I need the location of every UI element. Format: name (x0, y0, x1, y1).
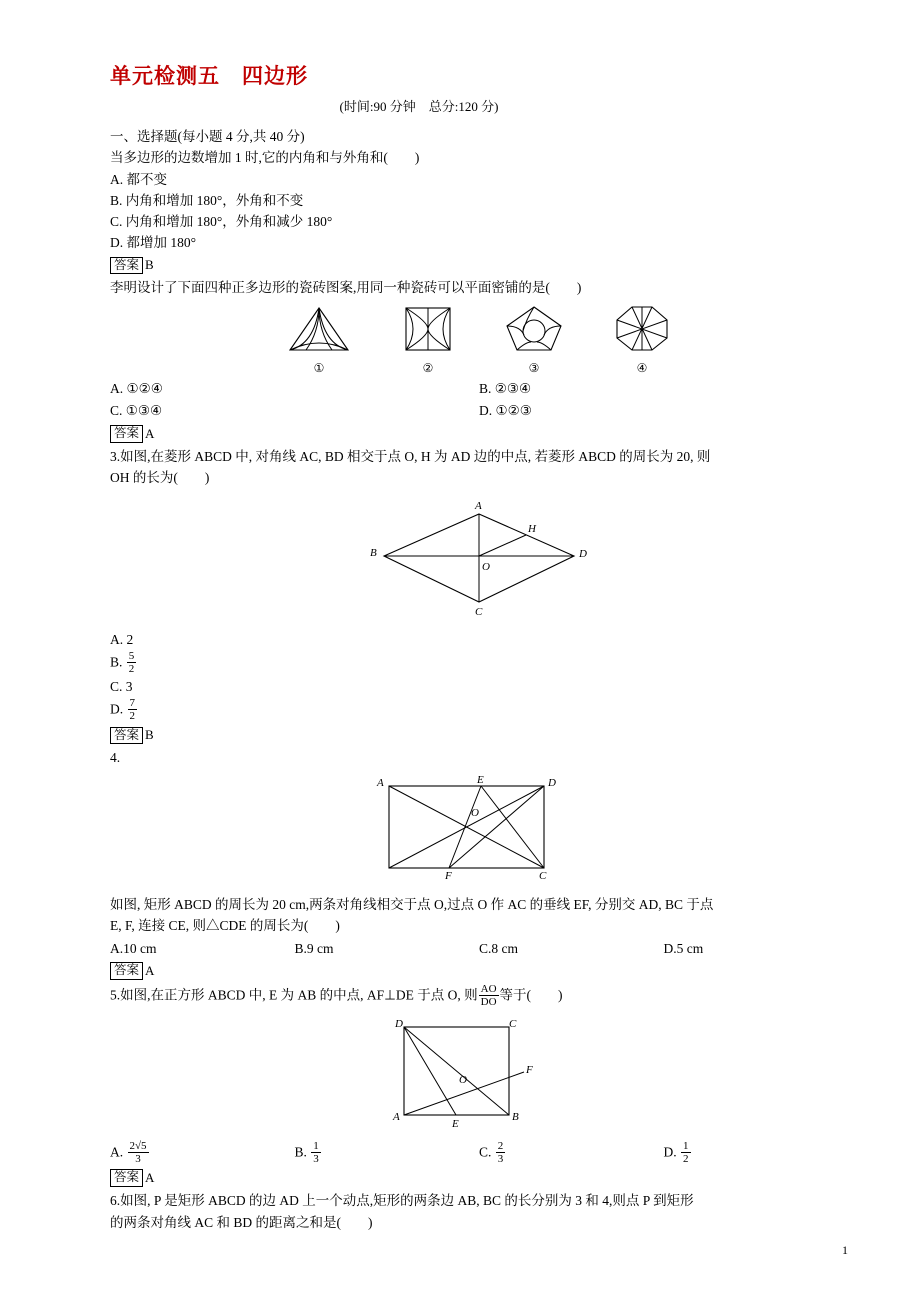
svg-text:F: F (526, 1064, 533, 1077)
tile-2 (400, 304, 456, 376)
question-3-number: 3. (110, 448, 121, 464)
svg-text:D: D (395, 1018, 403, 1031)
question-2-answer (110, 425, 848, 443)
question-4-figure (110, 774, 848, 889)
svg-text:H: H (528, 522, 536, 535)
section-heading: 一、选择题(每小题 4 分,共 40 分) (110, 129, 305, 144)
tile-1 (286, 304, 352, 376)
fraction (128, 1140, 149, 1165)
answer-label: 答案 (110, 1169, 143, 1187)
question-3-option-d (110, 698, 848, 723)
answer-value: B (145, 727, 154, 743)
question-3-text-line-2: OH 的长为( ) (110, 470, 210, 486)
fraction-denominator: 3 (313, 1153, 319, 1166)
question-6-number: 6. (110, 1193, 121, 1209)
question-4-option-c: C.8 cm (479, 940, 518, 956)
fraction-denominator: DO (480, 996, 497, 1009)
tile-3-label: ③ (528, 360, 540, 375)
question-2-option-c: C. ①③④ (110, 403, 163, 419)
question-1-option-c: C. 内角和增加 180°，外角和减少 180° (110, 214, 333, 230)
svg-text:E: E (452, 1118, 459, 1131)
question-2-option-a: A. ①②④ (110, 380, 163, 396)
question-4-option-a: A.10 cm (110, 940, 157, 956)
svg-text:O: O (459, 1074, 467, 1087)
question-1-text: 当多边形的边数增加 1 时,它的内角和与外角和( ) (110, 150, 420, 165)
question-5-figure (110, 1015, 848, 1135)
question-4-text-line-1: 如图, 矩形 ABCD 的周长为 20 cm,两条对角线相交于点 O,过点 O 作 AC 的垂线 EF, 分别交 AD, BC 于点 (110, 896, 714, 912)
question-4-option-d: D.5 cm (663, 940, 704, 956)
fraction-denominator: 3 (135, 1153, 141, 1166)
fraction-numerator: 5 (128, 649, 135, 662)
fraction (496, 1140, 506, 1165)
fraction-denominator: 3 (497, 1153, 504, 1166)
question-1-option-d: D. 都增加 180° (110, 235, 197, 251)
question-5-option-c (479, 1141, 664, 1166)
question-2-text: 李明设计了下面四种正多边形的瓷砖图案,用同一种瓷砖可以平面密铺的是( ) (110, 280, 582, 296)
question-3-option-c: C. 3 (110, 679, 133, 695)
fraction-numerator: 1 (313, 1140, 319, 1153)
rectangle-svg (349, 774, 609, 884)
page-title: 单元检测五 四边形 (110, 65, 308, 88)
question-3-option-a: A. 2 (110, 631, 134, 647)
question-5-option-d (664, 1141, 849, 1166)
answer-value: A (145, 963, 155, 979)
question-2-options-row-2 (110, 400, 848, 422)
question-1-option-b: B. 内角和增加 180°，外角和不变 (110, 192, 304, 208)
square-svg (349, 1015, 609, 1130)
fraction-numerator: 7 (129, 697, 135, 710)
answer-value: A (145, 1170, 155, 1186)
question-5-option-a (110, 1141, 295, 1166)
tile-1-svg (286, 304, 352, 354)
question-3-option-d-prefix: D. (110, 702, 124, 718)
tile-4-svg (612, 304, 672, 354)
question-6-text-line-2: 的两条对角线 AC 和 BD 的距离之和是( ) (110, 1214, 373, 1230)
option-prefix: D. (663, 1144, 677, 1160)
question-6-text-a: 如图, P 是矩形 ABCD 的边 AD 上一个动点,矩形的两条边 AB, BC 的长分别为 3 和 4,则点 P 到矩形 (120, 1193, 694, 1209)
svg-text:F: F (445, 869, 452, 882)
question-5-number: 5. (110, 987, 121, 1003)
question-5-answer (110, 1169, 848, 1187)
fraction (128, 697, 138, 722)
question-5-text-prefix: 如图,在正方形 ABCD 中, E 为 AB 的中点, AF⊥DE 于点 O, 则 (120, 987, 478, 1003)
question-1-option-a: A. 都不变 (110, 171, 167, 187)
fraction-denominator: 2 (128, 663, 135, 676)
option-prefix: C. (479, 1144, 492, 1160)
svg-text:D: D (548, 776, 556, 789)
question-3-option-b-prefix: B. (110, 654, 123, 670)
tile-4 (612, 304, 672, 376)
svg-text:A: A (377, 776, 384, 789)
question-6-text-line-1 (110, 1191, 848, 1211)
question-4-text-line-2: E, F, 连接 CE, 则△CDE 的周长为( ) (110, 918, 340, 934)
question-2-option-d: D. ①②③ (479, 403, 532, 419)
fraction-numerator: AO (480, 983, 497, 996)
option-prefix: A. (110, 1144, 124, 1160)
answer-value: B (145, 257, 154, 273)
svg-text:C: C (539, 869, 547, 882)
svg-text:O: O (482, 560, 490, 573)
svg-text:A: A (393, 1111, 400, 1124)
tile-3 (504, 304, 564, 376)
question-5-options (110, 1141, 848, 1166)
option-prefix: B. (294, 1144, 307, 1160)
answer-label: 答案 (110, 962, 143, 980)
svg-text:C: C (475, 605, 483, 618)
question-1-answer (110, 257, 848, 275)
exam-subtitle: (时间:90 分钟 总分:120 分) (339, 99, 499, 114)
question-2-figure (110, 304, 848, 376)
question-2-options-row-1 (110, 378, 848, 400)
svg-text:C: C (509, 1018, 517, 1031)
fraction-numerator: 2 (497, 1140, 504, 1153)
question-4-number: 4. (110, 750, 121, 766)
answer-value: A (145, 425, 155, 441)
answer-label: 答案 (110, 425, 143, 443)
question-5-text (110, 984, 848, 1009)
fraction (681, 1140, 691, 1165)
question-4-option-b: B.9 cm (294, 940, 334, 956)
question-3-text-a: 如图,在菱形 ABCD 中, 对角线 AC, BD 相交于点 O, H 为 AD 边的中点, 若菱形 ABCD 的周长为 20, 则 (120, 448, 711, 464)
page-number: 1 (842, 1243, 848, 1257)
svg-text:E: E (477, 773, 484, 786)
fraction (311, 1140, 321, 1165)
question-2-option-b: B. ②③④ (479, 380, 532, 396)
rhombus-svg (334, 494, 624, 619)
fraction-denominator: 2 (683, 1153, 689, 1166)
question-5-option-b (295, 1141, 480, 1166)
svg-text:A: A (475, 499, 482, 512)
question-4-options (110, 938, 848, 960)
tile-2-svg (400, 304, 456, 354)
fraction-denominator: 2 (129, 710, 135, 723)
question-4-answer (110, 962, 848, 980)
fraction (127, 650, 137, 675)
question-5-text-suffix: 等于( ) (499, 987, 563, 1003)
tile-3-svg (504, 304, 564, 354)
question-3-text-line-1 (110, 447, 848, 467)
fraction (479, 983, 499, 1008)
svg-text:O: O (471, 806, 479, 819)
svg-text:D: D (579, 547, 587, 560)
fraction-numerator: 2√5 (129, 1140, 147, 1153)
svg-text:B: B (512, 1111, 519, 1124)
tile-2-label: ② (422, 360, 434, 375)
fraction-numerator: 1 (683, 1140, 689, 1153)
tile-4-label: ④ (636, 360, 648, 375)
question-3-answer (110, 727, 848, 745)
tile-1-label: ① (313, 360, 325, 375)
answer-label: 答案 (110, 727, 143, 745)
answer-label: 答案 (110, 257, 143, 275)
question-3-option-b (110, 651, 848, 676)
svg-text:B: B (370, 546, 377, 559)
question-3-figure (110, 494, 848, 624)
